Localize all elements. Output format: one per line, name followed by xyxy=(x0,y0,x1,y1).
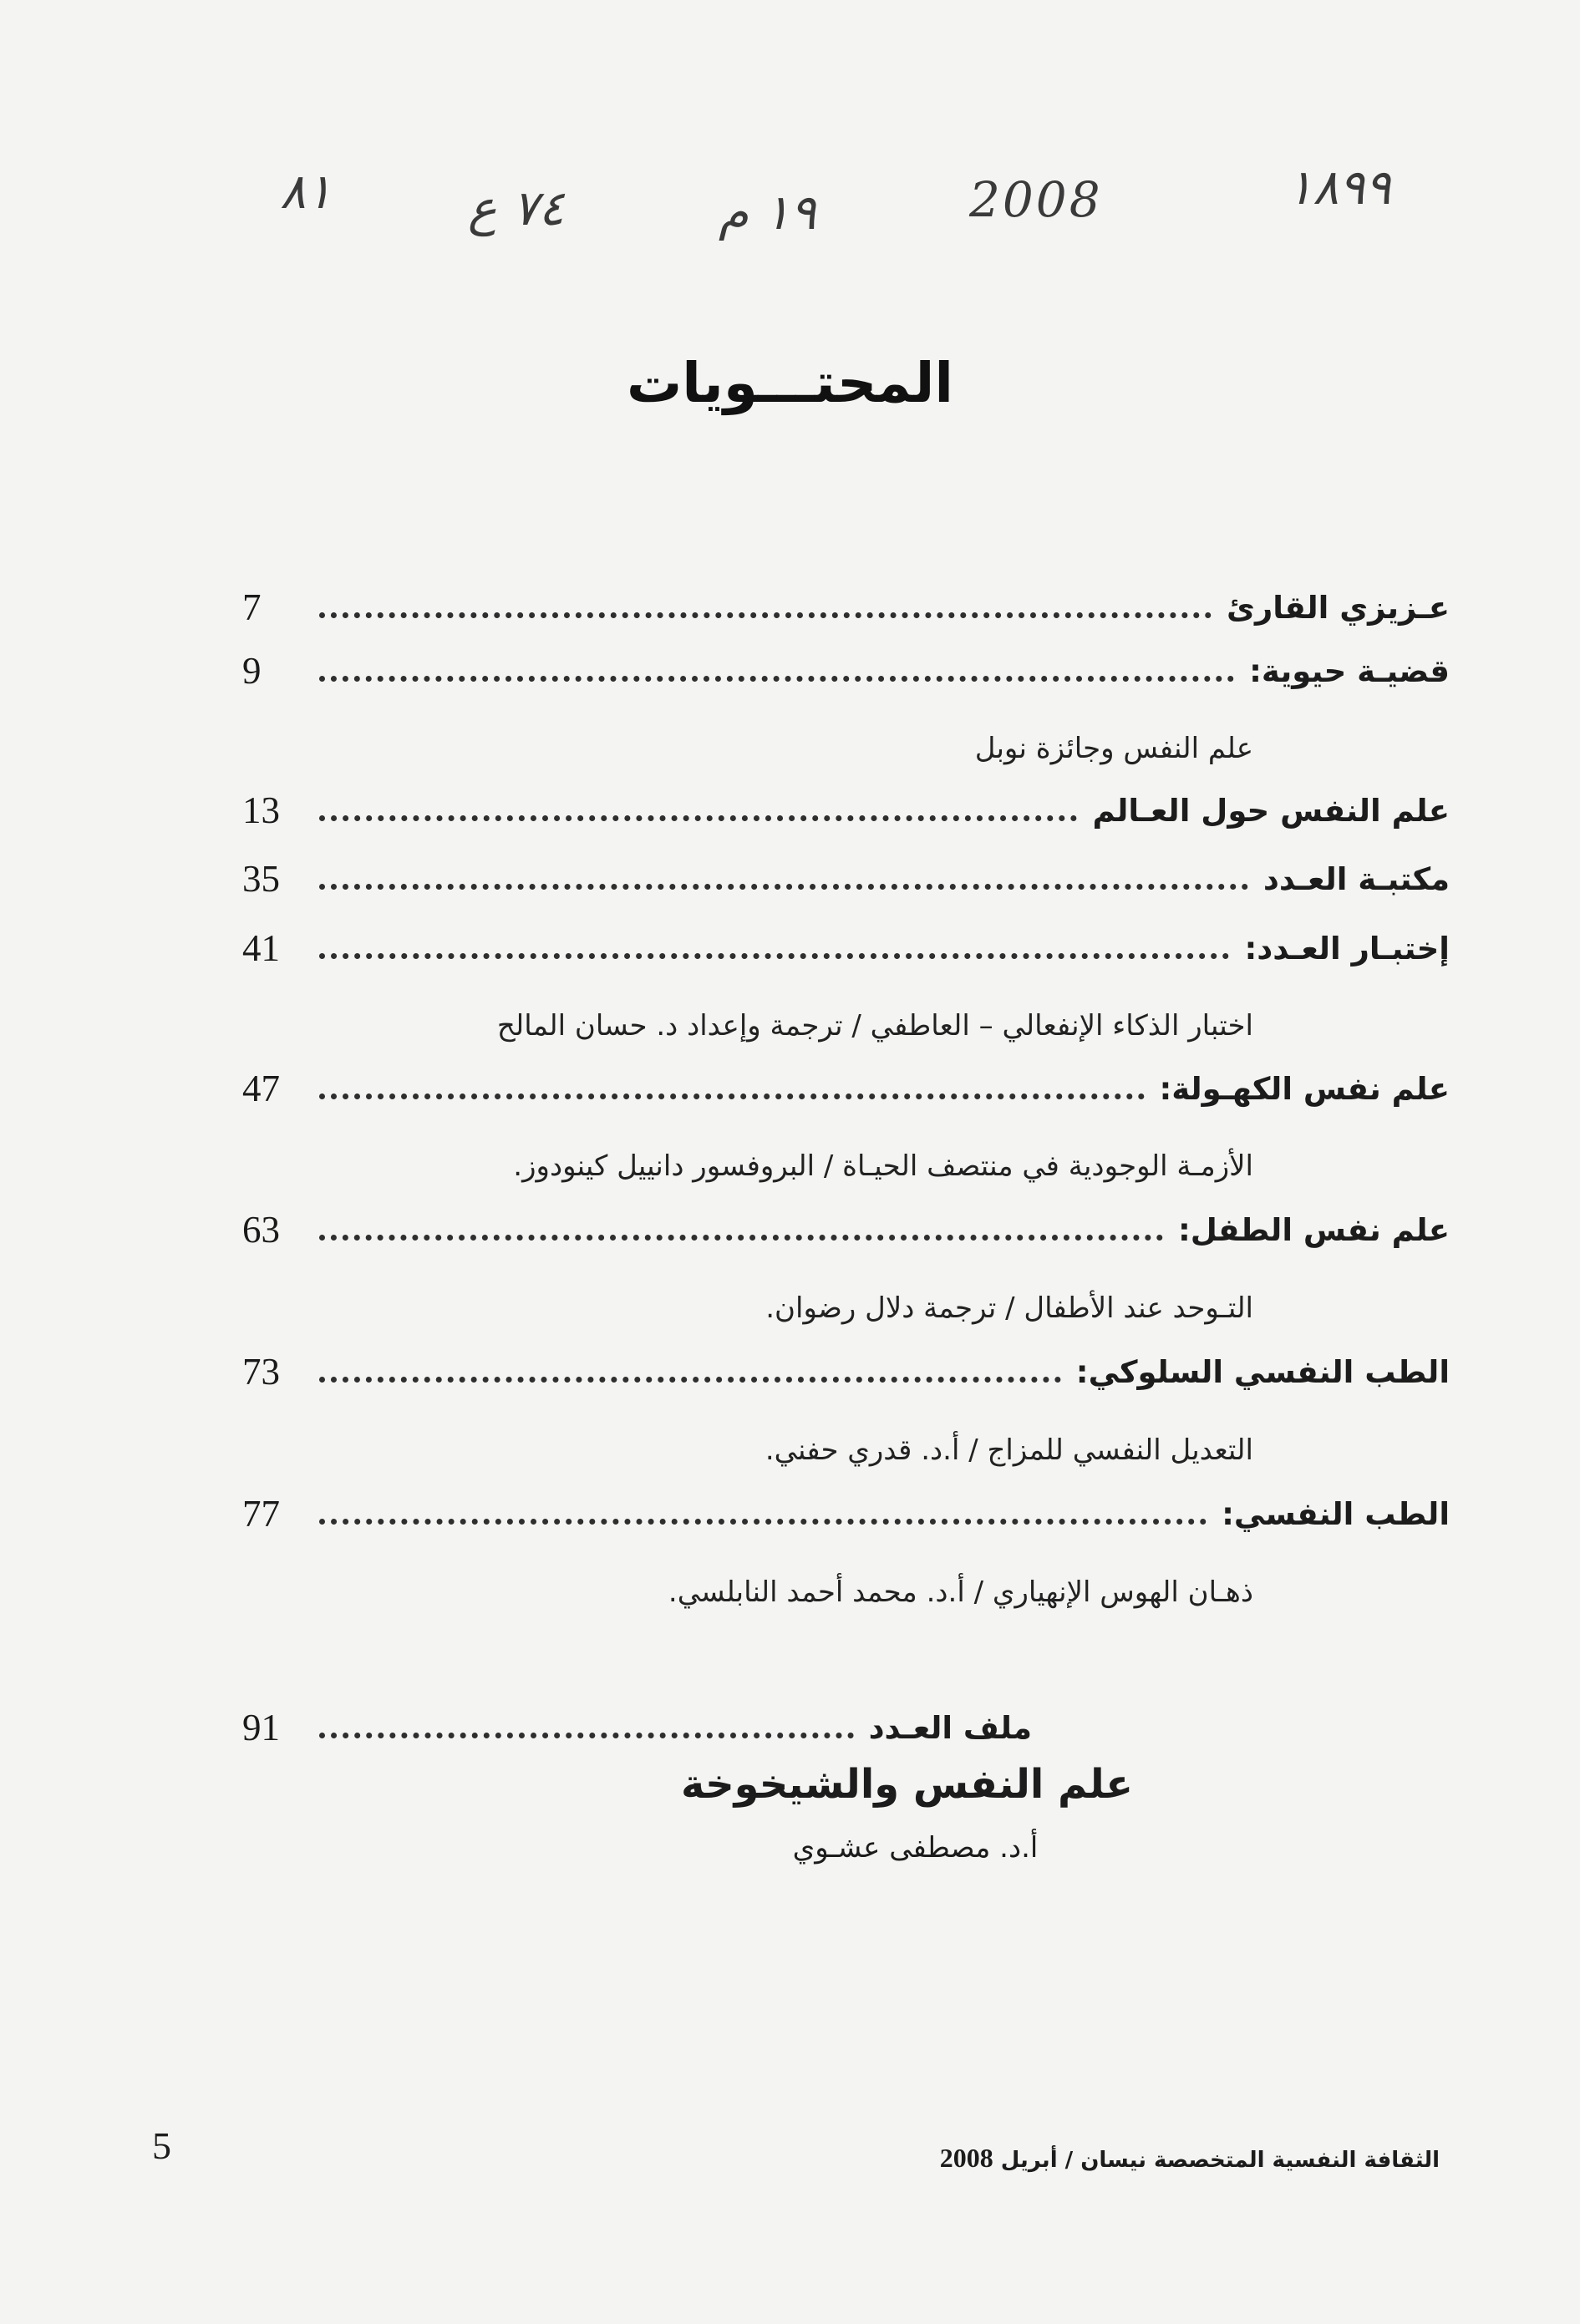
toc-entry xyxy=(242,1059,1450,1118)
dot-leader xyxy=(319,1235,1163,1241)
handwritten-note-4: 2008 xyxy=(969,171,1103,228)
toc-page-number: 77 xyxy=(242,1493,280,1535)
handwritten-note-2: ٧٤ ع xyxy=(468,180,565,236)
page-number: 5 xyxy=(152,2124,171,2167)
toc-page-number: 91 xyxy=(242,1707,280,1748)
dossier-author: أ.د. مصطفى عشـوي xyxy=(792,1831,1039,1865)
toc-heading: عـزيزي القارئ xyxy=(1227,589,1450,626)
handwritten-note-1: ٨١ xyxy=(280,163,333,220)
dot-leader xyxy=(319,1733,854,1738)
toc-entry xyxy=(242,1342,1450,1401)
handwritten-note-3: ١٩ م xyxy=(719,184,816,241)
toc-entry xyxy=(242,1200,1450,1259)
toc-subentry: الأزمـة الوجودية في منتصف الحيـاة / البروفسور دانييل كينودوز. xyxy=(513,1149,1253,1183)
journal-year: 2008 xyxy=(939,2143,993,2173)
toc-entry xyxy=(242,850,1450,908)
toc-entry xyxy=(242,1698,1450,1757)
journal-name: الثقافة النفسية المتخصصة نيسان / أبريل xyxy=(1000,2148,1440,2173)
toc-page-number: 13 xyxy=(242,789,280,831)
dossier-title: علم النفس والشيخوخة xyxy=(680,1761,1134,1808)
toc-heading: ملف العـدد xyxy=(868,1709,1032,1746)
dot-leader xyxy=(319,1519,1207,1525)
toc-page-number: 73 xyxy=(242,1351,280,1393)
toc-heading: علم نفس الكهـولة: xyxy=(1159,1070,1450,1107)
dot-leader xyxy=(319,612,1212,618)
toc-entry xyxy=(242,578,1450,637)
toc-heading: قضيـة حيوية: xyxy=(1249,652,1450,689)
toc-page-number: 47 xyxy=(242,1068,280,1109)
toc-subentry: اختبار الذكاء الإنفعالي – العاطفي / ترجمة وإعداد د. حسان المالح xyxy=(496,1009,1253,1043)
toc-subentry: علم النفس وجائزة نوبل xyxy=(974,732,1253,765)
dot-leader xyxy=(319,953,1229,959)
toc-heading: إختبـار العـدد: xyxy=(1244,930,1450,967)
toc-page-number: 9 xyxy=(242,650,262,692)
dot-leader xyxy=(319,1093,1145,1099)
journal-footer xyxy=(940,2143,1440,2174)
toc-page-number: 63 xyxy=(242,1209,280,1251)
page-title: المحتـــويات xyxy=(626,351,954,415)
toc-page-number: 7 xyxy=(242,586,262,628)
dot-leader xyxy=(319,815,1077,821)
toc-entry xyxy=(242,642,1450,700)
toc-entry xyxy=(242,781,1450,840)
toc-entry xyxy=(242,1484,1450,1543)
dot-leader xyxy=(319,676,1234,682)
dot-leader xyxy=(319,884,1248,890)
toc-subentry: التـوحد عند الأطفال / ترجمة دلال رضوان. xyxy=(765,1291,1253,1325)
toc-heading: الطب النفسي السلوكي: xyxy=(1075,1353,1450,1390)
toc-heading: الطب النفسي: xyxy=(1222,1495,1450,1532)
handwritten-note-5: ١٨٩٩ xyxy=(1287,159,1391,216)
toc-entry xyxy=(242,919,1450,977)
dot-leader xyxy=(319,1377,1061,1383)
toc-heading: علم النفس حول العـالم xyxy=(1092,792,1450,829)
toc-heading: علم نفس الطفل: xyxy=(1177,1211,1450,1248)
toc-subentry: التعديل النفسي للمزاج / أ.د. قدري حفني. xyxy=(765,1433,1253,1467)
toc-page-number: 41 xyxy=(242,927,280,969)
toc-subentry: ذهـان الهوس الإنهياري / أ.د. محمد أحمد النابلسي. xyxy=(668,1576,1253,1609)
toc-heading: مكتبـة العـدد xyxy=(1262,860,1450,897)
toc-page-number: 35 xyxy=(242,858,280,900)
